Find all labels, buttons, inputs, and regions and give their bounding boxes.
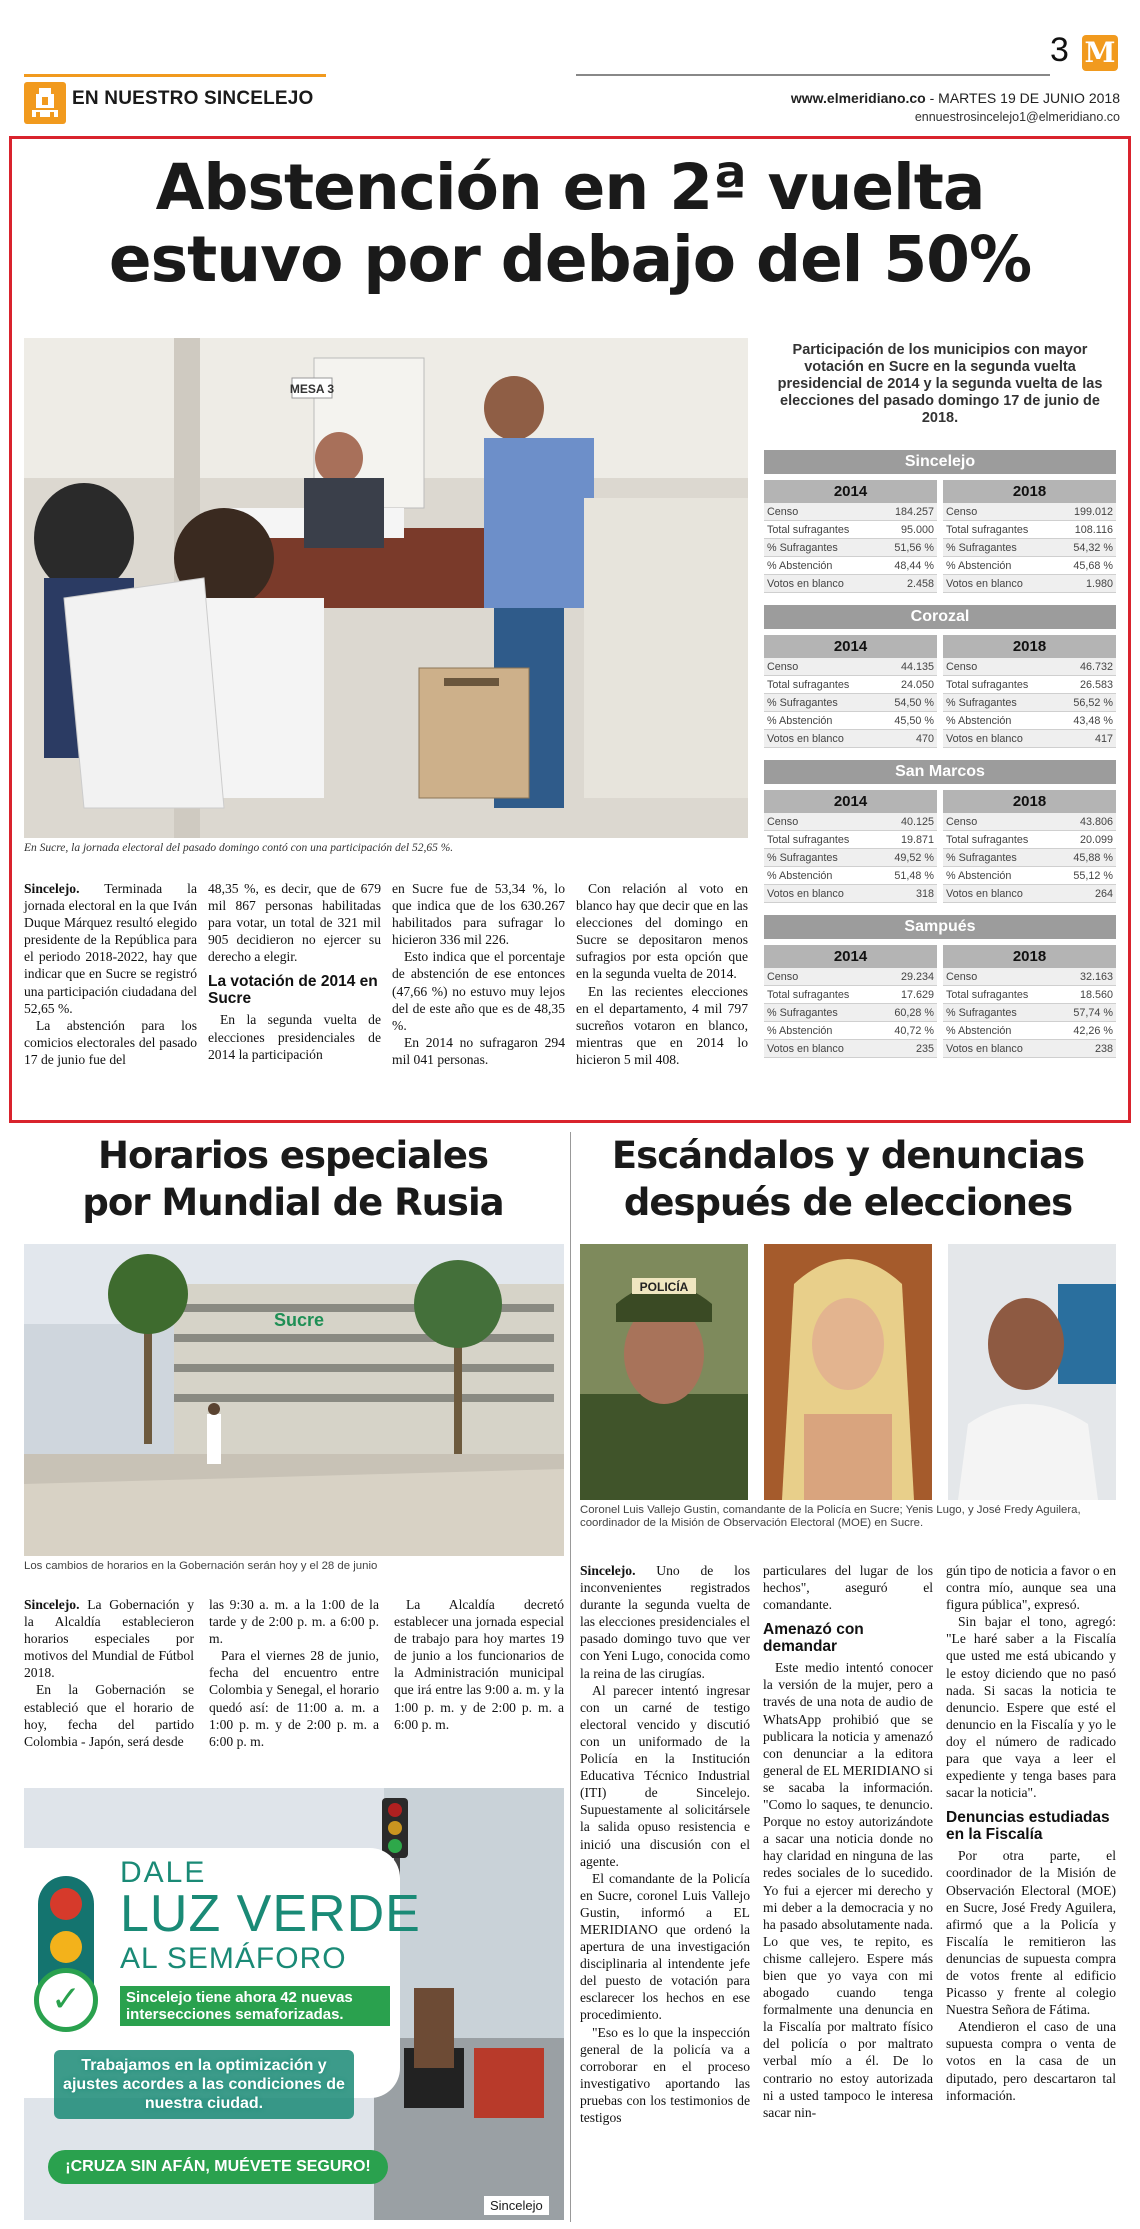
lead-col2-p2: En la segunda vuelta de elecciones presidenciales de 2014 la participación [208, 1012, 381, 1062]
escandalos-col2-subhead: Amenazó con demandar [763, 1621, 864, 1656]
lead-col3-p2: Esto indica que el porcentaje de abstención de ese entonces (47,66 %) no estuvo muy lejos del de este año que es de 48,35 %. [392, 949, 565, 1033]
stat-label: Total sufragantes [946, 679, 1029, 691]
stat-value: 1.980 [1085, 578, 1113, 590]
ad-cta-button[interactable]: ¡CRUZA SIN AFÁN, MUÉVETE SEGURO! [48, 2150, 388, 2184]
escandalos-col3-p2: Sin bajar el tono, agregó: "Le haré saber a la Fiscalía que usted me está ubicando y le estoy diciendo que no pasó nada. Si sacas la noticia te denuncio. Espere que esté el denuncio en la Fiscalía y yo le doy el número de radicado para que vaya a leer el expediente y tenga bases para sacar la noticia". [946, 1614, 1116, 1801]
stat-label: % Sufragantes [767, 852, 838, 864]
lead-col4-p1: Con relación al voto en blanco hay que decir que en las elecciones del domingo en Sucre se depositaron menos sufragios por esta opción que en la segunda vuelta de 2014. [576, 881, 748, 982]
stat-label: % Abstención [767, 870, 833, 882]
stat-label: Censo [946, 661, 978, 673]
stat-row [764, 539, 937, 557]
stat-value: 43,48 % [1073, 715, 1113, 727]
header-top-rule [576, 74, 1050, 76]
horarios-col-2 [209, 1596, 379, 1750]
horarios-col3-p1: La Alcaldía decretó establecer una jornada especial de trabajo para hoy martes 19 de junio a los funcionarios de la Administración municipal que irá entre las 9:00 a. m. y la 1:00 p. m. y de 2:00 p. m. a 6:00 p. m. [394, 1597, 564, 1732]
escandalos-col1-p1 [580, 1562, 750, 1682]
lead-photo [24, 338, 748, 838]
stat-label: Votos en blanco [767, 733, 844, 745]
stat-label: Votos en blanco [767, 888, 844, 900]
stat-label: % Sufragantes [767, 1007, 838, 1019]
stat-row [943, 849, 1116, 867]
stat-row [764, 986, 937, 1004]
stat-label: Censo [767, 506, 799, 518]
year-label: 2018 [943, 480, 1116, 503]
stat-label: % Abstención [946, 870, 1012, 882]
stat-label: Total sufragantes [767, 679, 850, 691]
stat-label: Total sufragantes [767, 834, 850, 846]
stat-value: 51,56 % [894, 542, 934, 554]
stat-label: Total sufragantes [946, 524, 1029, 536]
horarios-col-3 [394, 1596, 564, 1733]
stat-row [943, 813, 1116, 831]
section-title: EN NUESTRO SINCELEJO [72, 88, 314, 109]
stat-row [764, 712, 937, 730]
stat-row [943, 557, 1116, 575]
horarios-headline-line1: Horarios especiales [98, 1134, 488, 1177]
lead-col3-p1: en Sucre fue de 53,34 %, lo que indica que de los 630.267 habilitados para sufragar lo hicieron 336 mil 226. [392, 881, 565, 948]
lead-headline-line2: estuvo por debajo del 50% [108, 223, 1032, 296]
stat-row [764, 658, 937, 676]
muni-block-sampues [764, 915, 1116, 1058]
lead-col3-p3: En 2014 no sufragaron 294 mil 041 personas. [392, 1034, 565, 1067]
year-label: 2014 [764, 635, 937, 658]
escandalos-col3-p1: gún tipo de noticia a favor o en contra mío, aunque sea una figura pública", expresó. [946, 1563, 1116, 1613]
stat-value: 46.732 [1079, 661, 1113, 673]
stat-value: 235 [915, 1043, 934, 1055]
lead-col2-p1: 48,35 %, es decir, que de 679 mil 867 personas habilitadas para votar, un total de 321 mil 905 decidieron no ejercer su derecho a elegir. [208, 881, 381, 965]
lead-photo-caption: En Sucre, la jornada electoral del pasado domingo contó con una participación del 52,65 %. [24, 842, 454, 854]
stat-value: 60,28 % [894, 1007, 934, 1019]
horarios-col2-p1: las 9:30 a. m. a la 1:00 de la tarde y de 2:00 p. m. a 6:00 p. m. [209, 1597, 379, 1647]
stat-label: % Abstención [946, 715, 1012, 727]
stat-label: Votos en blanco [946, 733, 1023, 745]
stat-value: 470 [915, 733, 934, 745]
stat-label: Censo [946, 506, 978, 518]
stat-row [764, 867, 937, 885]
stat-row [764, 885, 937, 903]
stat-label: Censo [946, 971, 978, 983]
lead-headline-line1: Abstención en 2ª vuelta [155, 151, 985, 224]
stat-label: % Abstención [946, 560, 1012, 572]
lead-col1-p2 [24, 1017, 197, 1068]
stats-2014 [764, 503, 937, 593]
horarios-photo [24, 1244, 564, 1556]
results-intro: Participación de los municipios con mayor votación en Sucre en la segunda vuelta presidencial de 2014 y la segunda vuelta de las elecciones del pasado domingo 17 de junio de 2018. [777, 342, 1103, 426]
year-label: 2018 [943, 635, 1116, 658]
muni-name: Corozal [764, 605, 1116, 629]
stat-value: 29.234 [900, 971, 934, 983]
column-divider [570, 1132, 571, 2222]
stat-value: 55,12 % [1073, 870, 1113, 882]
lead-col-1 [24, 880, 197, 1068]
stat-value: 264 [1094, 888, 1113, 900]
stat-label: Votos en blanco [946, 888, 1023, 900]
stat-row [943, 730, 1116, 748]
escandalos-col1-p2: Al parecer intentó ingresar con un carné de testigo electoral vencido y discutió con un uniformado de la Policía en la Institución Educativa Técnico Industrial (ITI) de Sincelejo. Supuestamente al solicitársele la salida opuso resistencia e inició una discusión con el agente. [580, 1682, 750, 1869]
cap-badge-text: POLICÍA [639, 1280, 689, 1294]
ad-line3: AL SEMÁFORO [120, 1942, 347, 1975]
stat-row [943, 575, 1116, 593]
lead-col1-p1-text: Terminada la jornada electoral en la que Iván Duque Márquez resultó elegido presidente de la República para el periodo 2018-2022, hay que indicar que en Sucre se registró una participación ciudadana del 52,65 %. [24, 881, 197, 1016]
stat-value: 32.163 [1079, 971, 1113, 983]
muni-name: Sampués [764, 915, 1116, 939]
stat-row [764, 521, 937, 539]
stat-row [943, 676, 1116, 694]
stat-row [764, 813, 937, 831]
stat-label: % Sufragantes [767, 697, 838, 709]
stat-label: % Abstención [767, 560, 833, 572]
horarios-headline [24, 1132, 562, 1226]
year-label: 2014 [764, 480, 937, 503]
stats-2014 [764, 813, 937, 903]
voting-scene-illustration [24, 338, 748, 838]
government-building-illustration [24, 1244, 564, 1556]
horarios-col2-p2: Para el viernes 28 de junio, fecha del encuentro entre Colombia y Senegal, el horario quedó así: de 11:00 a. m. a 1:00 p. m. y de 2:00 p. m. a 6:00 p. m. [209, 1648, 379, 1749]
stat-row [943, 831, 1116, 849]
stat-label: Censo [767, 971, 799, 983]
building-sign-text: Sucre [274, 1310, 325, 1330]
stats-2018 [943, 658, 1116, 748]
stat-label: Votos en blanco [946, 1043, 1023, 1055]
lead-col1-p1 [24, 880, 197, 1017]
stat-label: Total sufragantes [946, 989, 1029, 1001]
stat-row [943, 694, 1116, 712]
colonel-portrait-illustration [580, 1244, 748, 1500]
stat-label: % Abstención [946, 1025, 1012, 1037]
lead-col-2 [208, 880, 381, 1063]
portrait-woman [764, 1244, 932, 1500]
ad-footer-logo: Sincelejo [484, 2196, 549, 2215]
horarios-col1-p1 [24, 1596, 194, 1681]
photo-sign-text: MESA 3 [289, 382, 335, 396]
muni-name: Sincelejo [764, 450, 1116, 474]
portrait-colonel [580, 1244, 748, 1500]
stat-value: 40,72 % [894, 1025, 934, 1037]
stat-row [764, 503, 937, 521]
stat-value: 108.116 [1074, 524, 1113, 536]
dateline-lead: Sincelejo. [24, 1597, 80, 1612]
escandalos-headline-line2: después de elecciones [623, 1181, 1073, 1224]
yellow-light-icon [50, 1931, 82, 1963]
portrait-moe-coordinator [948, 1244, 1116, 1500]
stat-label: Total sufragantes [946, 834, 1029, 846]
muni-block-san-marcos [764, 760, 1116, 903]
horarios-col-1 [24, 1596, 194, 1750]
stat-label: Censo [767, 816, 799, 828]
section-icon [24, 82, 66, 124]
stat-row [943, 1022, 1116, 1040]
year-label: 2014 [764, 945, 937, 968]
lead-col-3 [392, 880, 565, 1068]
stat-value: 44.135 [900, 661, 934, 673]
stat-row [764, 968, 937, 986]
escandalos-col1-p1-text: Uno de los inconvenientes registrados durante la segunda vuelta de las elecciones presidenciales el pasado domingo tuvo que ver con Yeni Lugo, conocida como la reina de las cirugías. [580, 1563, 750, 1681]
section-orange-rule [24, 74, 326, 77]
stat-row [764, 1022, 937, 1040]
results-panel [764, 450, 1116, 1058]
stat-row [764, 676, 937, 694]
stat-row [943, 885, 1116, 903]
stats-2018 [943, 813, 1116, 903]
stat-label: % Abstención [767, 1025, 833, 1037]
traffic-light-graphic [38, 1876, 94, 2026]
escandalos-col1-p3: El comandante de la Policía en Sucre, coronel Luis Vallejo Gustin, informó a EL MERIDIANO que ordenó la apertura de una investigación disciplinaria al intendente jefe del puesto de votación para esclarecer los hechos en ese procedimiento. [580, 1870, 750, 2023]
year-label: 2014 [764, 790, 937, 813]
stat-value: 184.257 [894, 506, 934, 518]
escandalos-col-1 [580, 1562, 750, 2126]
stat-value: 238 [1094, 1043, 1113, 1055]
stat-label: % Sufragantes [946, 542, 1017, 554]
stat-row [764, 1004, 937, 1022]
lead-col4-p2: En las recientes elecciones en el departamento, 4 mil 797 sucreños votaron en blanco, mientras que en 2014 lo hicieron 5 mil 408. [576, 983, 748, 1067]
ad-subtext: Sincelejo tiene ahora 42 nuevas intersecciones semaforizadas. [120, 1986, 390, 2026]
man-portrait-illustration [948, 1244, 1116, 1500]
stat-label: % Abstención [767, 715, 833, 727]
stat-label: Votos en blanco [946, 578, 1023, 590]
stat-row [943, 968, 1116, 986]
lead-col2-subhead: La votación de 2014 en Sucre [208, 973, 378, 1008]
page-number: 3 [1050, 31, 1069, 69]
stat-value: 43.806 [1079, 816, 1113, 828]
muni-block-sincelejo [764, 450, 1116, 593]
lead-col-4 [576, 880, 748, 1068]
stat-value: 48,44 % [894, 560, 934, 572]
escandalos-col2-p2: Este medio intentó conocer la versión de la mujer, pero a través de una nota de audio de WhatsApp prohibió que se publicara la noticia y amenazó con denunciar a la editora general de EL MERIDIANO si se sacaba la información. "Como lo saques, te denuncio. Porque no estoy autorizándote a sacar una noticia donde no hay claridad en ninguna de las redes sociales de lo sucedido. Yo fui a ejercer mi derecho y mi deber a la democracia y no ha pasado absolutamente nada. Lo que ves, te repito, es chisme callejero. Espere más bien que yo vaya con mi abogado cuando tenga formalmente una denuncia en la Fiscalía por maltrato físico del policía o por maltrato verbal mío a él. De lo contrario no estoy autorizada ni a usted tampoco le interesa sacar nin- [763, 1660, 933, 2120]
stat-row [764, 831, 937, 849]
green-check-icon: ✓ [34, 1968, 98, 2032]
stat-value: 45,68 % [1073, 560, 1113, 572]
logo-letter: M [1084, 36, 1116, 69]
escandalos-col3-p4: Atendieron el caso de una supuesta compra o venta de votos en la casa de un diputado, pero descartaron tal información. [946, 2019, 1116, 2103]
stat-value: 49,52 % [894, 852, 934, 864]
stats-2018 [943, 503, 1116, 593]
stat-value: 2.458 [906, 578, 934, 590]
stat-label: % Sufragantes [946, 852, 1017, 864]
site-url[interactable]: www.elmeridiano.co [790, 90, 926, 106]
stat-label: % Sufragantes [946, 1007, 1017, 1019]
stat-label: % Sufragantes [767, 542, 838, 554]
stat-value: 56,52 % [1073, 697, 1113, 709]
stat-label: Censo [946, 816, 978, 828]
year-label: 2018 [943, 790, 1116, 813]
stat-value: 17.629 [900, 989, 934, 1001]
stat-value: 54,32 % [1073, 542, 1113, 554]
stats-2014 [764, 658, 937, 748]
stat-value: 24.050 [900, 679, 934, 691]
stat-label: Votos en blanco [767, 1043, 844, 1055]
ad-line2: LUZ VERDE [120, 1885, 421, 1943]
red-light-icon [50, 1888, 82, 1920]
stat-label: Votos en blanco [767, 578, 844, 590]
stat-value: 45,50 % [894, 715, 934, 727]
stat-value: 54,50 % [894, 697, 934, 709]
stat-row [943, 1004, 1116, 1022]
stat-row [764, 575, 937, 593]
stat-row [943, 539, 1116, 557]
stat-row [764, 1040, 937, 1058]
issue-date: - MARTES 19 DE JUNIO 2018 [929, 90, 1120, 106]
stat-label: Total sufragantes [767, 524, 850, 536]
stat-label: Censo [767, 661, 799, 673]
stat-value: 199.012 [1073, 506, 1113, 518]
escandalos-col-2 [763, 1562, 933, 2121]
stat-row [764, 730, 937, 748]
stat-label: % Sufragantes [946, 697, 1017, 709]
stat-row [764, 849, 937, 867]
stat-value: 18.560 [1079, 989, 1113, 1001]
escandalos-col3-p3: Por otra parte, el coordinador de la Misión de Observación Electoral (MOE) en Sucre, José Fredy Aguilera, afirmó que a la Policía y Fiscalía le remitieron las denuncias de supuesta compra de votos frente al edificio Picasso y frente al colegio Nuestra Señora de Fátima. [946, 1848, 1116, 2018]
stats-2014 [764, 968, 937, 1058]
woman-portrait-illustration [764, 1244, 932, 1500]
section-email[interactable]: ennuestrosincelejo1@elmeridiano.co [914, 110, 1120, 124]
stat-value: 20.099 [1079, 834, 1113, 846]
stat-row [943, 986, 1116, 1004]
stat-value: 318 [915, 888, 934, 900]
stat-value: 95.000 [900, 524, 934, 536]
horarios-photo-caption: Los cambios de horarios en la Gobernación serán hoy y el 28 de junio [24, 1560, 378, 1572]
stat-row [943, 503, 1116, 521]
stat-row [943, 658, 1116, 676]
stat-row [943, 867, 1116, 885]
escandalos-col2-p1: particulares del lugar de los hechos", aseguró el comandante. [763, 1563, 933, 1613]
bell-tower-icon [24, 82, 66, 124]
stat-value: 57,74 % [1073, 1007, 1113, 1019]
stat-row [943, 712, 1116, 730]
stat-value: 19.871 [900, 834, 934, 846]
stat-value: 417 [1094, 733, 1113, 745]
stat-value: 26.583 [1079, 679, 1113, 691]
stat-row [764, 557, 937, 575]
escandalos-headline-line1: Escándalos y denuncias [611, 1134, 1085, 1177]
escandalos-col1-p4: "Eso es lo que la inspección general de la policía va a corroborar en el proceso investigativo aportando las pruebas con los testimonios de testigos [580, 2024, 750, 2125]
lead-headline [20, 152, 1120, 296]
ad-line1: DALE [120, 1856, 207, 1889]
ad-body: Trabajamos en la optimización y ajustes acordes a las condiciones de nuestra ciudad. [54, 2050, 354, 2119]
horarios-headline-line2: por Mundial de Rusia [82, 1181, 504, 1224]
dateline-lead: Sincelejo. [24, 881, 80, 896]
meridiano-logo [1082, 35, 1118, 71]
escandalos-headline [578, 1132, 1118, 1226]
muni-block-corozal [764, 605, 1116, 748]
stat-value: 45,88 % [1073, 852, 1113, 864]
muni-name: San Marcos [764, 760, 1116, 784]
escandalos-photo-caption: Coronel Luis Vallejo Gustin, comandante de la Policía en Sucre; Yenis Lugo, y José Fredy Aguilera, coordinador de la Misión de Observación Electoral (MOE) en Sucre. [580, 1504, 1081, 1529]
stat-value: 42,26 % [1073, 1025, 1113, 1037]
stat-value: 40.125 [900, 816, 934, 828]
stats-2018 [943, 968, 1116, 1058]
stat-row [764, 694, 937, 712]
horarios-col1-p1-text: La Gobernación y la Alcaldía establecieron horarios especiales por motivos del Mundial de Fútbol 2018. [24, 1597, 194, 1681]
escandalos-col3-subhead: Denuncias estudiadas en la Fiscalía [946, 1809, 1110, 1844]
dateline-lead: Sincelejo. [580, 1563, 636, 1578]
stat-value: 51,48 % [894, 870, 934, 882]
horarios-col1-p2: En la Gobernación se estableció que el horario de hoy, fecha del partido Colombia - Japón, será desde [24, 1682, 194, 1749]
stat-row [943, 1040, 1116, 1058]
escandalos-col-3 [946, 1562, 1116, 2104]
traffic-light-ad[interactable] [24, 1788, 564, 2220]
dateline [600, 90, 1120, 106]
year-label: 2018 [943, 945, 1116, 968]
stat-label: Total sufragantes [767, 989, 850, 1001]
stat-row [943, 521, 1116, 539]
lead-col1-p2-text: La abstención para los comicios electorales del pasado 17 de junio fue del [24, 1017, 197, 1067]
